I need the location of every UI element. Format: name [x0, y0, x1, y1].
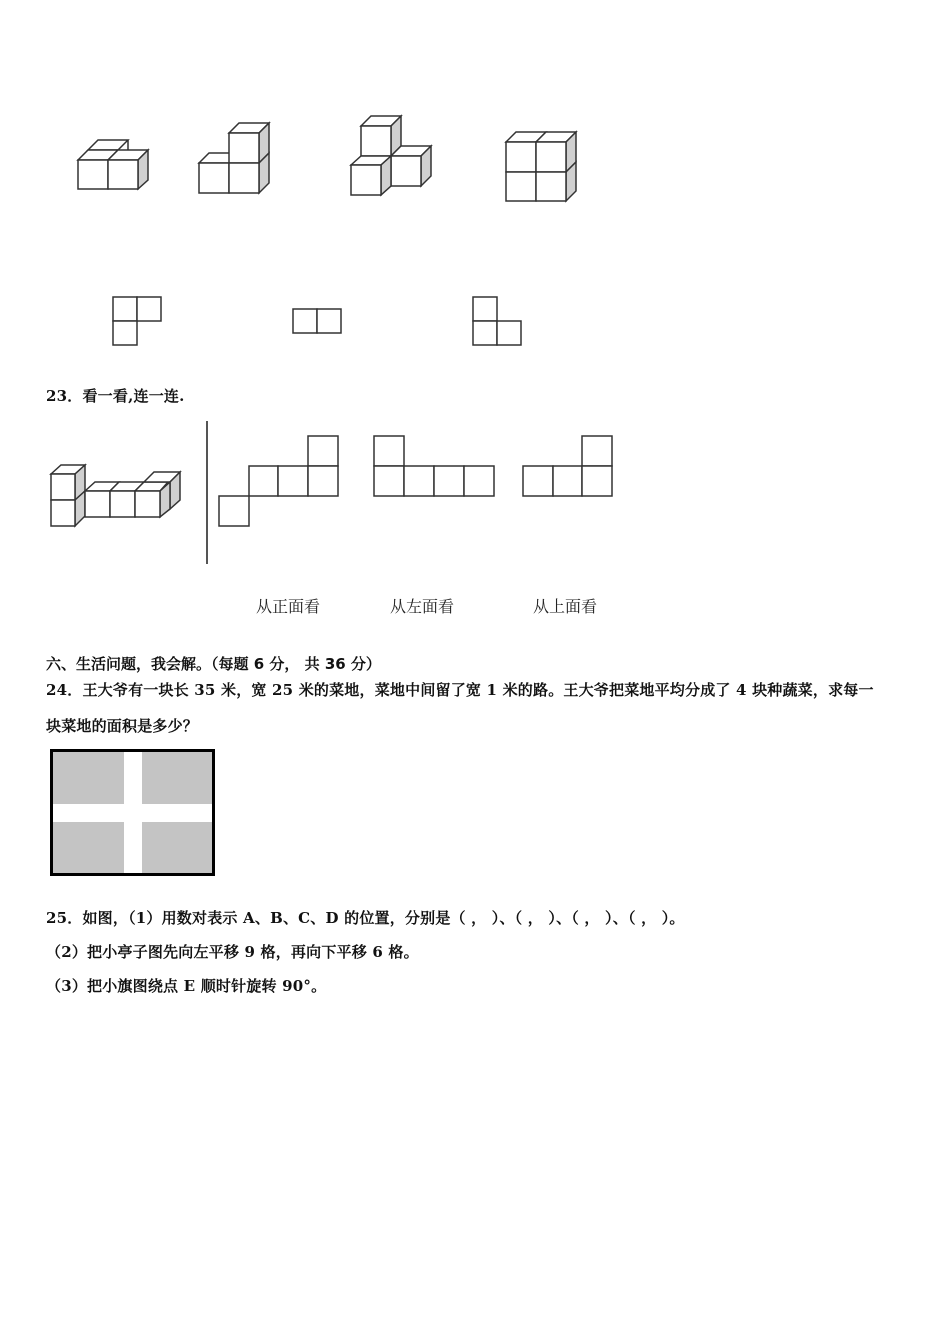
q25-line3: （3）把小旗图绕点 E 顺时针旋转 90°。: [46, 977, 327, 995]
q24-line1: 24．王大爷有一块长 35 米，宽 25 米的菜地，菜地中间留了宽 1 米的路。王大爷把菜地平均分成了 4 块种蔬菜，求每一: [46, 681, 874, 699]
q23-view-l-short: [0, 0, 950, 600]
view-label-left: 从左面看: [390, 597, 455, 616]
section6-title: 六、生活问题，我会解。（每题 6 分， 共 36 分）: [46, 655, 381, 673]
view-label-top: 从上面看: [533, 597, 598, 616]
q24-field-figure: [50, 749, 215, 876]
q25-line1: 25．如图，（1）用数对表示 A、B、C、D 的位置，分别是（ ， ）、（ ， ）、（ ， ）、（ ， ）。: [46, 909, 685, 927]
view-label-front: 从正面看: [256, 597, 321, 616]
q23-title: 23．看一看,连一连.: [46, 387, 185, 405]
horizontal-road: [53, 804, 212, 822]
q25-line2: （2）把小亭子图先向左平移 9 格，再向下平移 6 格。: [46, 943, 419, 961]
q24-line2: 块菜地的面积是多少？: [46, 717, 199, 735]
